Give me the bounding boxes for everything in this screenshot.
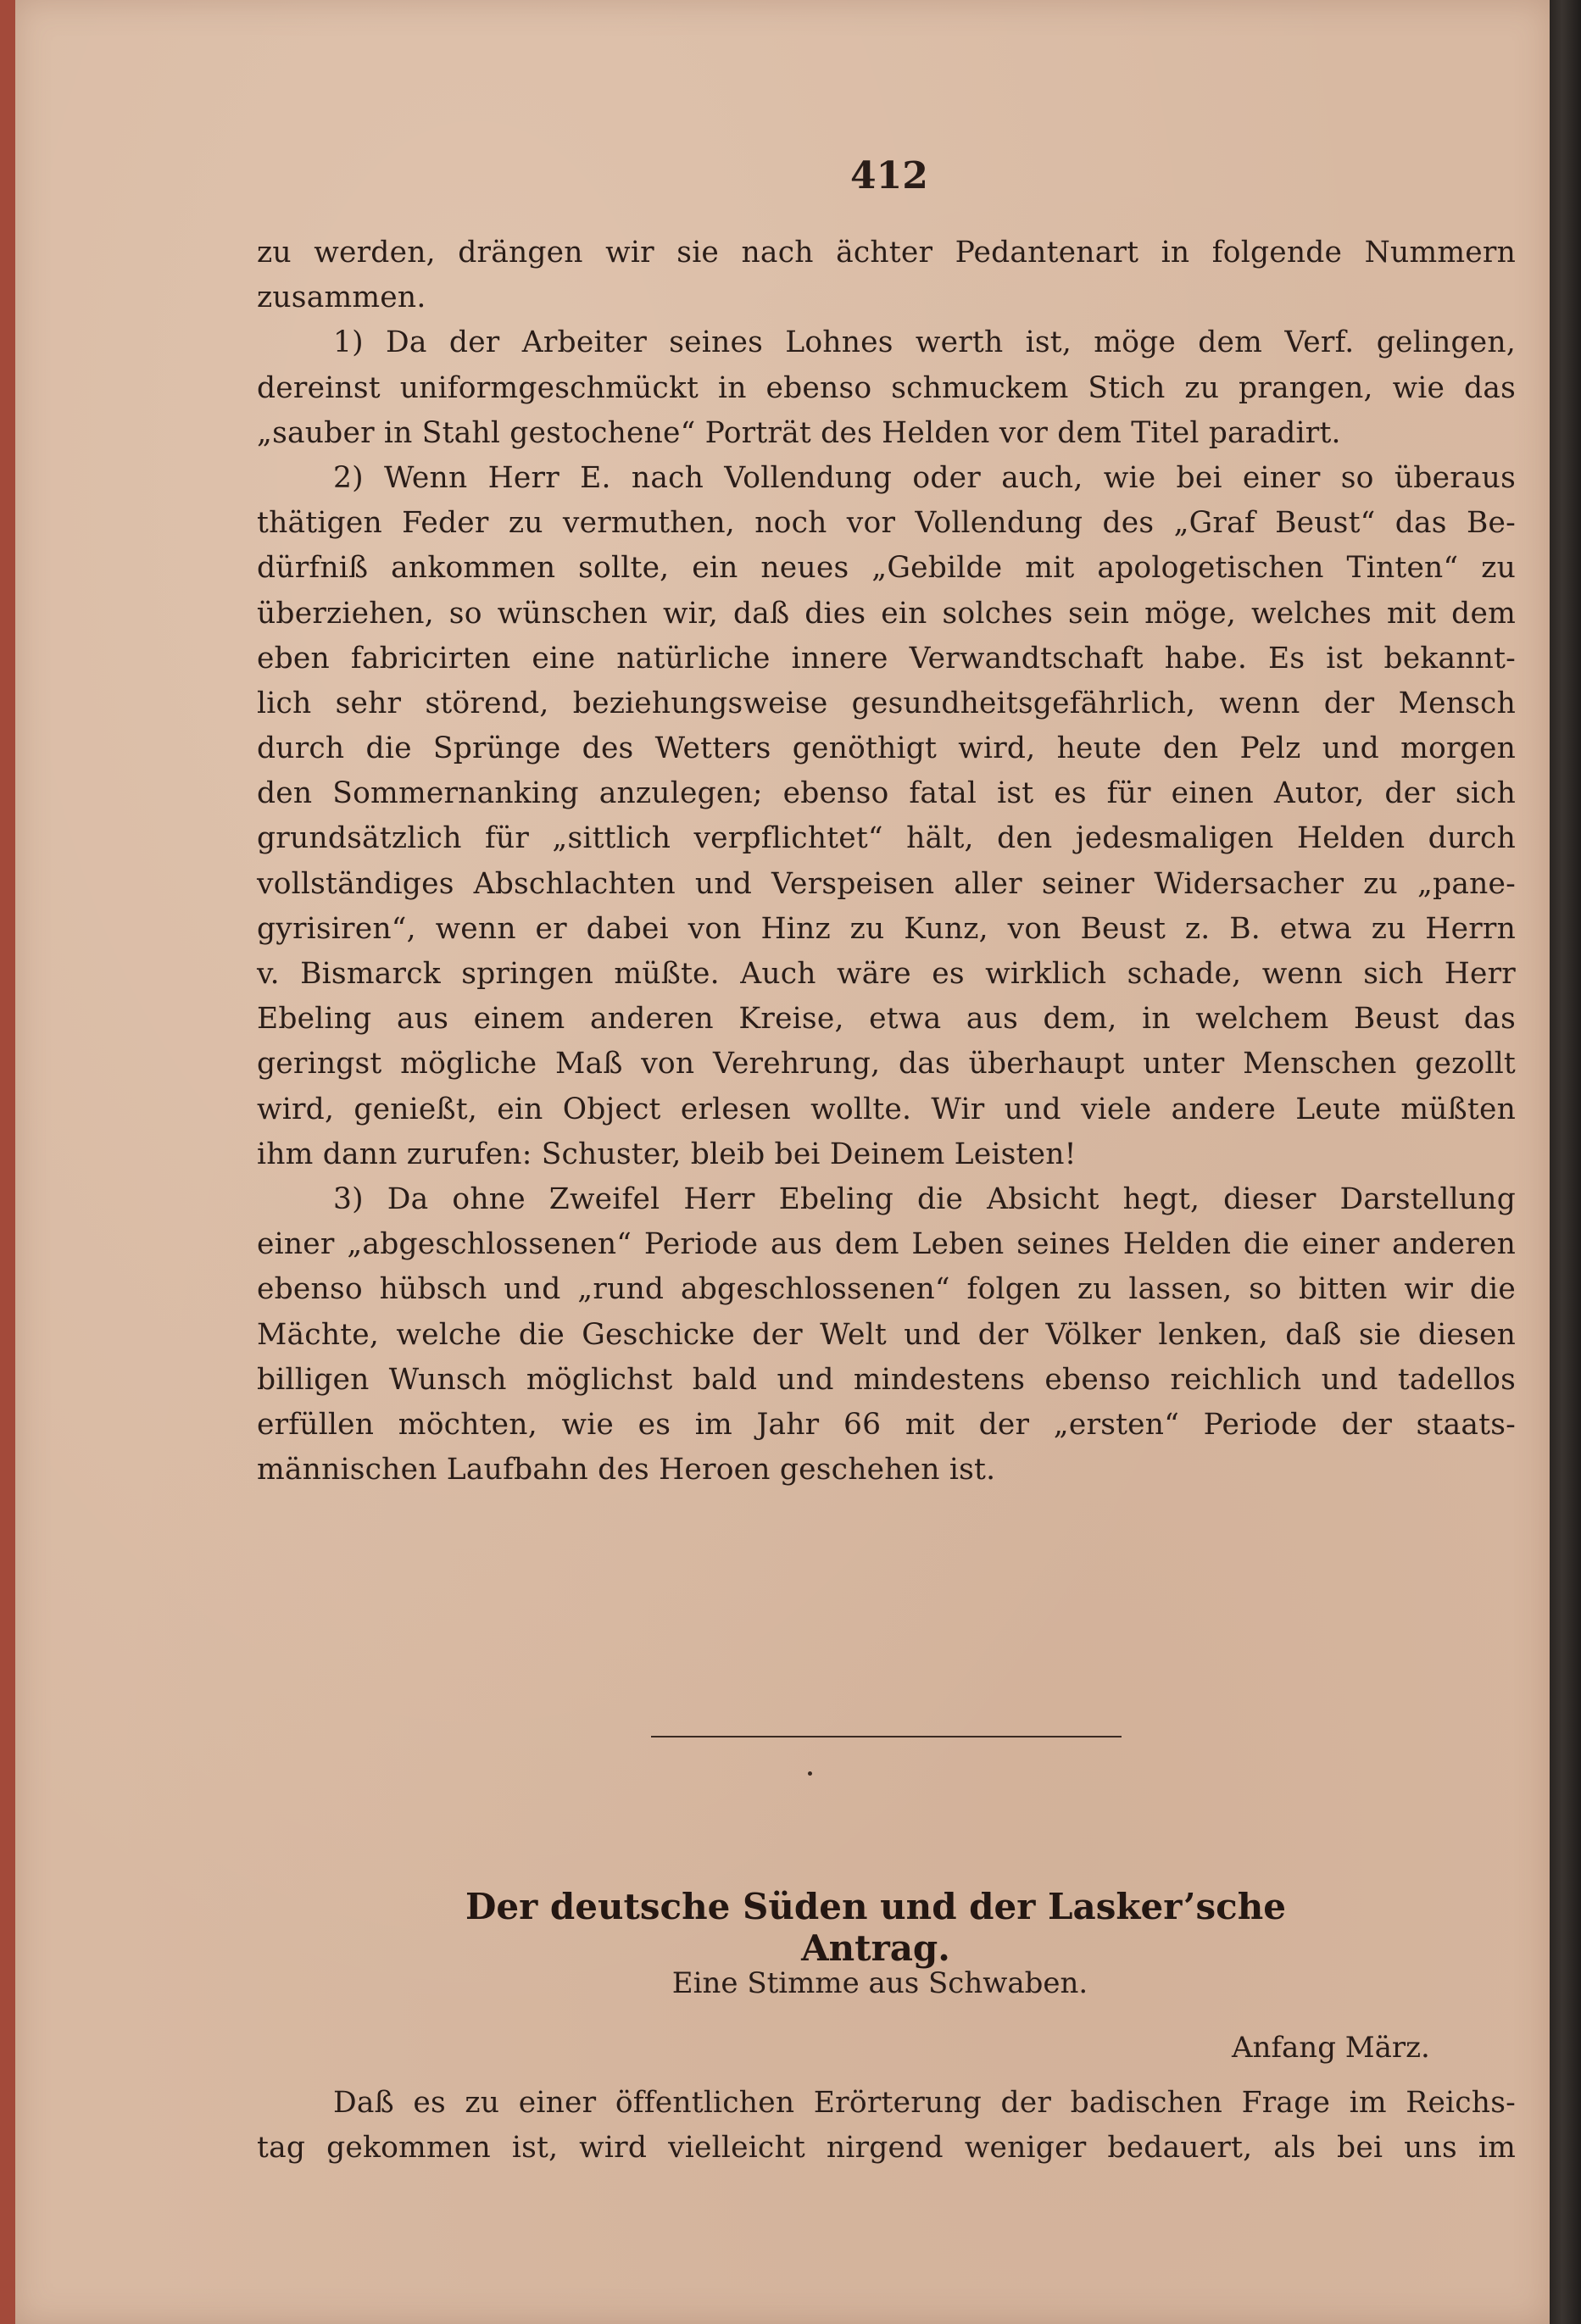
ink-dot <box>808 1771 812 1776</box>
text-line: vollständiges Abschlachten und Verspeisen aller seiner Widersacher zu „pane- <box>257 866 1516 901</box>
text-line: gyrisiren“, wenn er dabei von Hinz zu Kunz, von Beust z. B. etwa zu Herrn <box>257 911 1516 946</box>
body-text <box>257 231 1516 1493</box>
text-line: zu werden, drängen wir sie nach ächter Pedantenart in folgende Nummern <box>257 236 1516 270</box>
text-line: grundsätzlich für „sittlich verpflichtet“ hält, den jedesmaligen Helden durch <box>257 821 1516 856</box>
text-line: dürfniß ankommen sollte, ein neues „Gebilde mit apologetischen Tinten“ zu <box>257 551 1516 586</box>
text-line: billigen Wunsch möglichst bald und mindestens ebenso reichlich und tadellos <box>257 1362 1516 1397</box>
article-dateline: Anfang März. <box>1232 2031 1430 2065</box>
text-line: überziehen, so wünschen wir, daß dies ein solches sein möge, welches mit dem <box>257 596 1516 631</box>
text-line: Daß es zu einer öffentlichen Erörterung der badischen Frage im Reichs- <box>333 2086 1516 2120</box>
article-headline: Der deutsche Süden und der Lasker’sche Antrag. <box>465 1886 1286 1969</box>
article-text <box>257 2081 1516 2171</box>
text-line: v. Bismarck springen müßte. Auch wäre es wirklich schade, wenn sich Herr <box>257 957 1516 991</box>
text-line: dereinst uniformgeschmückt in ebenso schmuckem Stich zu prangen, wie das <box>257 370 1516 405</box>
article-subheadline: Eine Stimme aus Schwaben. <box>671 1966 1088 2000</box>
text-line: 1) Da der Arbeiter seines Lohnes werth ist, möge dem Verf. gelingen, <box>333 325 1516 360</box>
text-line: tag gekommen ist, wird vielleicht nirgend weniger bedauert, als bei uns im <box>257 2131 1516 2166</box>
text-line: einer „abgeschlossenen“ Periode aus dem Leben seines Helden die einer anderen <box>257 1227 1516 1262</box>
page-number: 412 <box>850 154 928 197</box>
document-page <box>15 0 1550 2324</box>
text-line: 2) Wenn Herr E. nach Vollendung oder auch, wie bei einer so überaus <box>333 460 1516 495</box>
text-line: durch die Sprünge des Wetters genöthigt wird, heute den Pelz und morgen <box>257 731 1516 766</box>
text-line: ebenso hübsch und „rund abgeschlossenen“ folgen zu lassen, so bitten wir die <box>257 1272 1516 1307</box>
text-line: „sauber in Stahl gestochene“ Porträt des Helden vor dem Titel paradirt. <box>257 415 1341 450</box>
text-line: thätigen Feder zu vermuthen, noch vor Vollendung des „Graf Beust“ das Be- <box>257 506 1516 541</box>
text-line: ihm dann zurufen: Schuster, bleib bei Deinem Leisten! <box>257 1137 1077 1171</box>
text-line: Ebeling aus einem anderen Kreise, etwa aus dem, in welchem Beust das <box>257 1002 1516 1037</box>
text-line: lich sehr störend, beziehungsweise gesundheitsgefährlich, wenn der Mensch <box>257 686 1516 720</box>
text-line: wird, genießt, ein Object erlesen wollte. Wir und viele andere Leute müßten <box>257 1092 1516 1126</box>
book-spine-edge <box>1550 0 1581 2324</box>
text-line: 3) Da ohne Zweifel Herr Ebeling die Absicht hegt, dieser Darstellung <box>333 1181 1516 1216</box>
section-divider <box>651 1736 1122 1737</box>
text-line: Mächte, welche die Geschicke der Welt und der Völker lenken, daß sie diesen <box>257 1317 1516 1352</box>
text-line: männischen Laufbahn des Heroen geschehen ist. <box>257 1453 996 1487</box>
text-line: geringst mögliche Maß von Verehrung, das überhaupt unter Menschen gezollt <box>257 1047 1516 1081</box>
text-line: den Sommernanking anzulegen; ebenso fatal ist es für einen Autor, der sich <box>257 776 1516 811</box>
text-line: zusammen. <box>257 281 426 315</box>
text-line: eben fabricirten eine natürliche innere Verwandtschaft habe. Es ist bekannt- <box>257 641 1516 676</box>
text-line: erfüllen möchten, wie es im Jahr 66 mit der „ersten“ Periode der staats- <box>257 1407 1516 1442</box>
